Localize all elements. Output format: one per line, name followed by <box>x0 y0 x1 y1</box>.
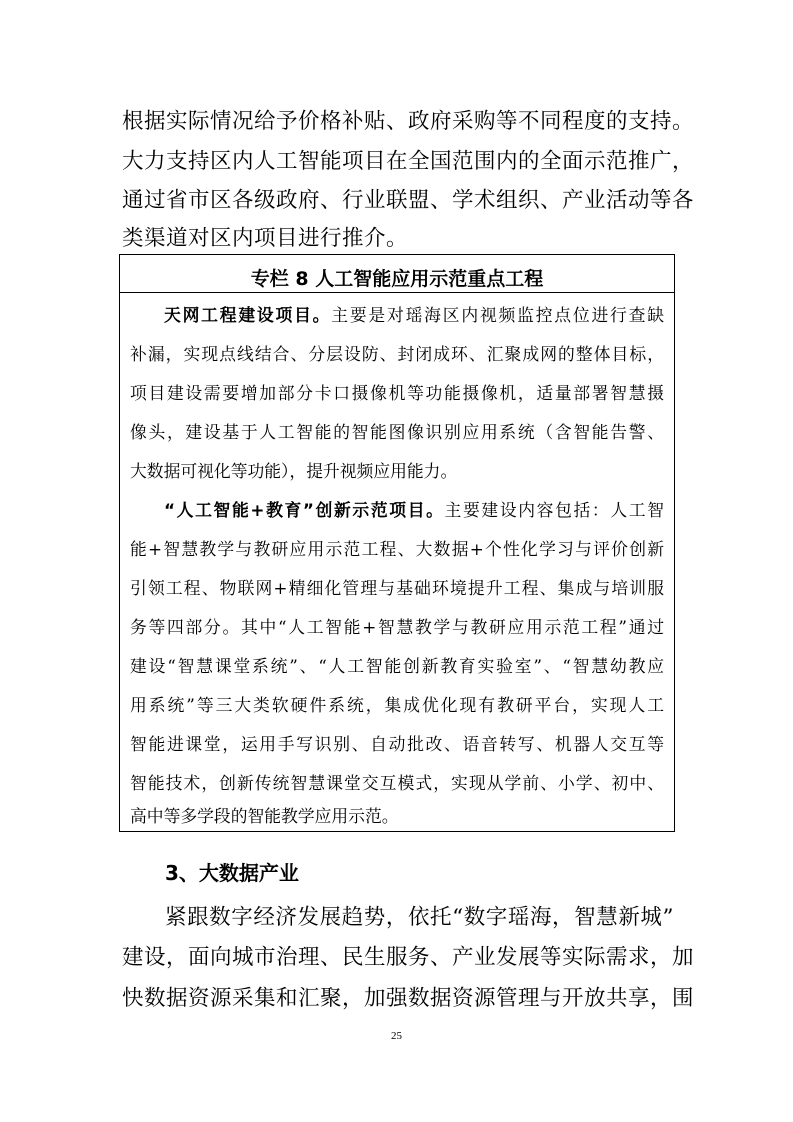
item2-line: 智能进课堂，运用手写识别、自动批改、语音转写、机器人交互等 <box>130 734 664 754</box>
item2-line: 高中等多学段的智能教学应用示范。 <box>130 806 399 826</box>
section-line: 建设，面向城市治理、民生服务、产业发展等实际需求，加 <box>122 945 695 970</box>
feature-box-header <box>120 255 674 293</box>
item2-lead: “人工智能+教育”创新示范项目。 <box>164 500 445 520</box>
item1-line: 补漏，实现点线结合、分层设防、封闭成环、汇聚成网的整体目标， <box>130 344 664 364</box>
intro-line: 根据实际情况给予价格补贴、政府采购等不同程度的支持。 <box>122 109 695 134</box>
intro-line: 通过省市区各级政府、行业联盟、学术组织、产业活动等各 <box>122 188 695 213</box>
feature-box <box>119 254 675 832</box>
item2-first-line <box>164 502 664 519</box>
item1-line: 像头，建设基于人工智能的智能图像识别应用系统（含智能告警、 <box>130 422 664 442</box>
item2-line: 建设“智慧课堂系统”、“人工智能创新教育实验室”、“智慧幼教应 <box>130 656 664 676</box>
intro-line: 大力支持区内人工智能项目在全国范围内的全面示范推广， <box>122 149 695 174</box>
item1-line: 大数据可视化等功能），提升视频应用能力。 <box>130 461 458 481</box>
page-number: 25 <box>391 1030 402 1042</box>
section-line: 紧跟数字经济发展趋势，依托“数字瑶海，智慧新城” <box>165 905 674 930</box>
section-line: 快数据资源采集和汇聚，加强数据资源管理与开放共享，围 <box>122 986 695 1011</box>
item2-line: 能+智慧教学与教研应用示范工程、大数据+个性化学习与评价创新 <box>130 539 664 559</box>
item2-line: 务等四部分。其中“人工智能+智慧教学与教研应用示范工程”通过 <box>130 617 664 637</box>
section-heading: 3、大数据产业 <box>165 861 299 885</box>
feature-box-title: 专栏 8 人工智能应用示范重点工程 <box>250 268 544 290</box>
intro-line: 类渠道对区内项目进行推介。 <box>122 226 409 251</box>
item2-line: 智能技术，创新传统智慧课堂交互模式，实现从学前、小学、初中、 <box>130 773 664 793</box>
item1-line: 项目建设需要增加部分卡口摄像机等功能摄像机，适量部署智慧摄 <box>130 383 664 403</box>
item1-lead: 天网工程建设项目。 <box>164 305 332 325</box>
item2-first-rest: 主要建设内容包括：人工智 <box>444 500 664 520</box>
item1-first-rest: 主要是对瑶海区内视频监控点位进行查缺 <box>331 305 664 325</box>
item1-first-line <box>164 307 664 324</box>
item2-line: 用系统”等三大类软硬件系统，集成优化现有教研平台，实现人工 <box>130 695 664 715</box>
item2-line: 引领工程、物联网+精细化管理与基础环境提升工程、集成与培训服 <box>130 578 664 598</box>
